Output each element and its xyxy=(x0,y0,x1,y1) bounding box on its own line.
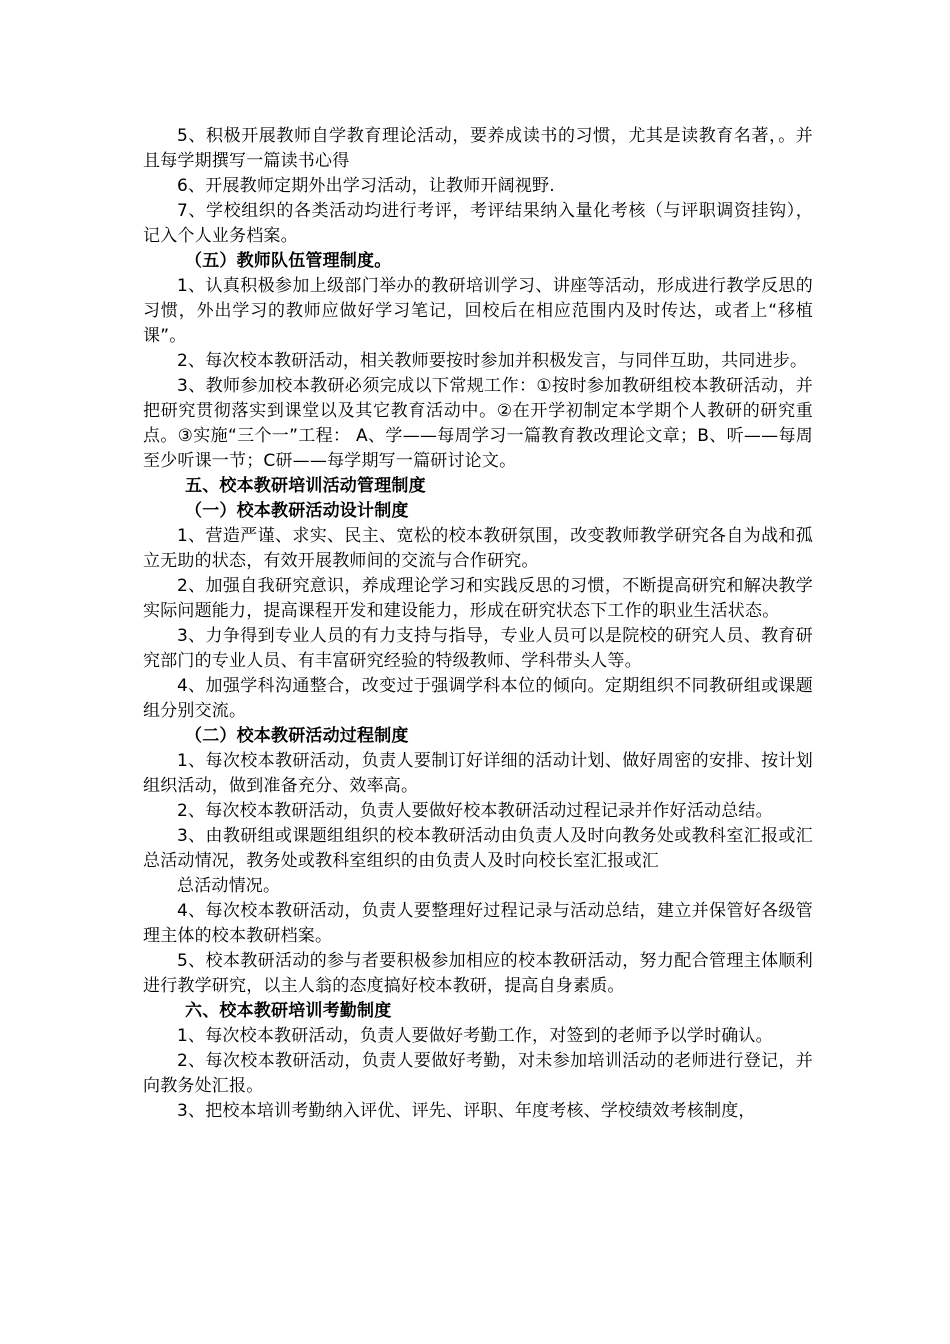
paragraph-item-7: 7、学校组织的各类活动均进行考评，考评结果纳入量化考核（与评职调资挂钩），记入个人业务档案。 xyxy=(143,201,813,246)
paragraph-item-2: 2、每次校本教研活动，相关教师要按时参加并积极发言，与同伴互助，共同进步。 xyxy=(177,351,808,371)
paragraph-item-1: 1、每次校本教研活动，负责人要制订好详细的活动计划、做好周密的安排、按计划组织活动，做到准备充分、效率高。 xyxy=(143,751,813,796)
paragraph-item-3: 3、由教研组或课题组组织的校本教研活动由负责人及时向教务处或教科室汇报或汇总活动情况，教务处或教科室组织的由负责人及时向校长室汇报或汇 xyxy=(143,826,813,871)
paragraph-item-5: 5、积极开展教师自学教育理论活动，要养成读书的习惯，尤其是读教育名著，。并且每学期撰写一篇读书心得 xyxy=(143,126,813,171)
paragraph-item-2: 2、每次校本教研活动，负责人要做好校本教研活动过程记录并作好活动总结。 xyxy=(177,801,773,821)
section-heading-teacher-management: （五）教师队伍管理制度。 xyxy=(185,251,392,271)
section-heading-design-system: （一）校本教研活动设计制度 xyxy=(185,501,409,521)
paragraph-item-4: 4、加强学科沟通整合，改变过于强调学科本位的倾向。定期组织不同教研组或课题组分别交流。 xyxy=(143,676,813,721)
section-heading-training-activity: 五、校本教研培训活动管理制度 xyxy=(185,476,426,496)
paragraph-item-5: 5、校本教研活动的参与者要积极参加相应的校本教研活动，努力配合管理主体顺利进行教学研究，以主人翁的态度搞好校本教研，提高自身素质。 xyxy=(143,951,813,996)
paragraph-item-1: 1、每次校本教研活动，负责人要做好考勤工作，对签到的老师予以学时确认。 xyxy=(177,1026,773,1046)
paragraph-item-4: 4、每次校本教研活动，负责人要整理好过程记录与活动总结，建立并保管好各级管理主体的校本教研档案。 xyxy=(143,901,813,946)
paragraph-item-6: 6、开展教师定期外出学习活动，让教师开阔视野. xyxy=(177,176,555,196)
paragraph-item-3: 3、力争得到专业人员的有力支持与指导，专业人员可以是院校的研究人员、教育研究部门的专业人员、有丰富研究经验的特级教师、学科带头人等。 xyxy=(143,626,813,671)
section-heading-process-system: （二）校本教研活动过程制度 xyxy=(185,726,409,746)
paragraph-item-2: 2、每次校本教研活动，负责人要做好考勤，对未参加培训活动的老师进行登记，并向教务处汇报。 xyxy=(143,1051,813,1096)
paragraph-item-1: 1、认真积极参加上级部门举办的教研培训学习、讲座等活动，形成进行教学反思的习惯，外出学习的教师应做好学习笔记，回校后在相应范围内及时传达，或者上“移植课”。 xyxy=(143,276,813,346)
section-heading-attendance: 六、校本教研培训考勤制度 xyxy=(185,1001,392,1021)
paragraph-continuation: 总活动情况。 xyxy=(177,876,281,896)
paragraph-item-3: 3、教师参加校本教研必须完成以下常规工作：①按时参加教研组校本教研活动，并把研究贯彻落实到课堂以及其它教育活动中。②在开学初制定本学期个人教研的研究重点。③实施“三个一”工程： A、学——每周学习一篇教育教改理论文章；B、听——每周至少听课一节；C研——每学期写一篇研讨论文。 xyxy=(143,376,813,471)
document-body xyxy=(143,124,813,1124)
paragraph-item-3: 3、把校本培训考勤纳入评优、评先、评职、年度考核、学校绩效考核制度， xyxy=(177,1101,756,1121)
paragraph-item-1: 1、营造严谨、求实、民主、宽松的校本教研氛围，改变教师教学研究各自为战和孤立无助的状态，有效开展教师间的交流与合作研究。 xyxy=(143,526,813,571)
paragraph-item-2: 2、加强自我研究意识，养成理论学习和实践反思的习惯，不断提高研究和解决教学实际问题能力，提高课程开发和建设能力，形成在研究状态下工作的职业生活状态。 xyxy=(143,576,813,621)
